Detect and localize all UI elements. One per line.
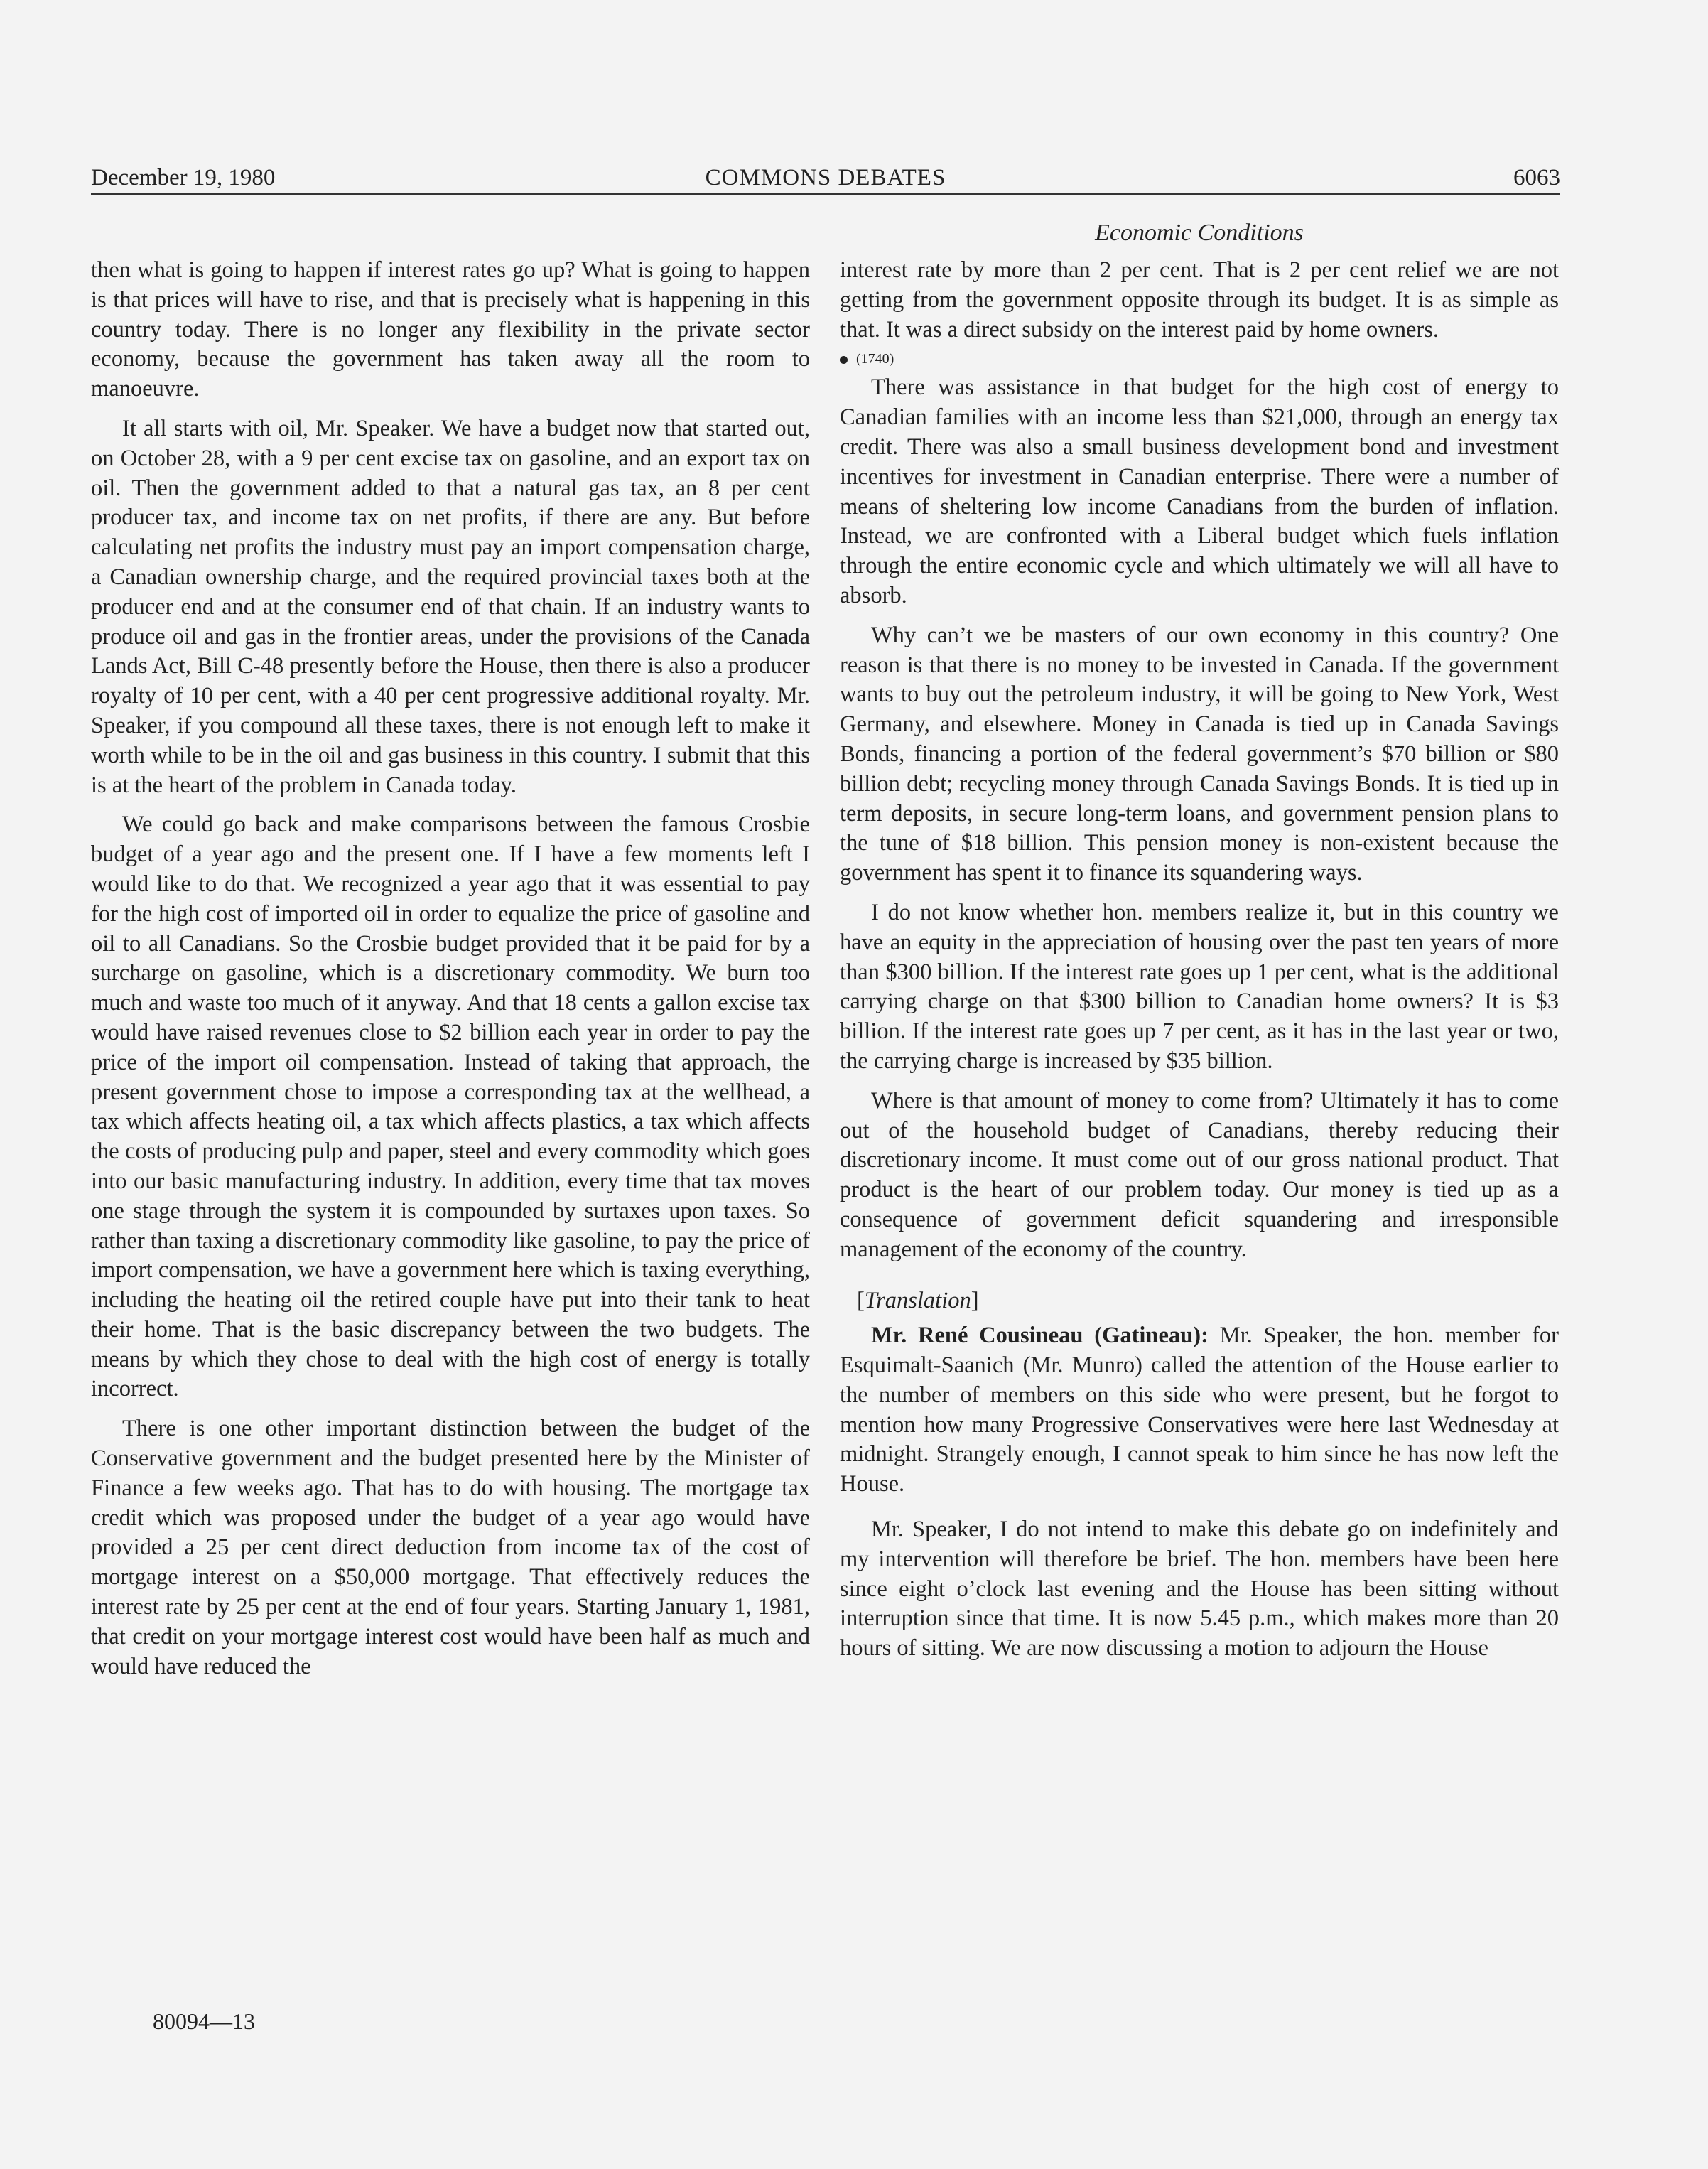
page-header [91, 162, 1560, 195]
right-paragraph-6 [840, 1321, 1559, 1500]
translation-label-text: Translation [864, 1287, 971, 1313]
bullet-dot-icon [840, 356, 848, 364]
right-paragraph-3: Why can’t we be masters of our own economy in this country? One reason is that there is no money to be invested in Canada. If the government wants to buy out the petroleum industry, it will be going to New York, West Germany, and elsewhere. Money in Canada is tied up in Canada Savings Bonds, financing a portion of the federal government’s $70 billion or $80 billion debt; recycling money through Canada Savings Bonds. It is tied up in term deposits, in secure long-term loans, and government pension plans to the tune of $18 billion. This pension money is non-existent because the government has spent it to finance its squandering ways. [840, 622, 1559, 886]
right-column [840, 256, 1559, 1664]
left-paragraph-2: It all starts with oil, Mr. Speaker. We have a budget now that started out, on October 28, with a 9 per cent excise tax on gasoline, and an export tax on oil. Then the government added to that a natural gas tax, an 8 per cent producer tax, and income tax on net profits, if there are any. But before calculating net profits the industry must pay an import compensation charge, a Canadian ownership charge, and the required provincial taxes both at the producer end and at the consumer end of that chain. If an industry wants to produce oil and gas in the frontier areas, under the provisions of the Canada Lands Act, Bill C-48 presently before the House, then there is also a producer royalty of 10 per cent, with a 40 per cent progressive additional royalty. Mr. Speaker, if you compound all these taxes, there is not enough left to make it worth while to be in the oil and gas business in this country. I submit that this is at the heart of the problem in Canada today. [91, 415, 810, 798]
left-column [91, 256, 810, 1681]
header-title: COMMONS DEBATES [705, 165, 946, 190]
right-paragraph-1: interest rate by more than 2 per cent. That is 2 per cent relief we are not getting from the government opposite through its budget. It is as simple as that. It was a direct subsidy on the interest paid by home owners. [840, 257, 1559, 343]
right-paragraph-4: I do not know whether hon. members realize it, but in this country we have an equity in the appreciation of housing over the past ten years of more than $300 billion. If the interest rate goes up 1 per cent, what is the additional carrying charge on that $300 billion to Canadian home owners? It is $3 billion. If the interest rate goes up 7 per cent, as it has in the last year or two, the carrying charge is increased by $35 billion. [840, 899, 1559, 1074]
left-paragraph-3: We could go back and make comparisons between the famous Crosbie budget of a year ago and the present one. If I have a few moments left I would like to do that. We recognized a year ago that it was essential to pay for the high cost of imported oil in order to equalize the price of gasoline and oil to all Canadians. So the Crosbie budget provided that it be paid for by a surcharge on gasoline, which is a discretionary commodity. We burn too much and waste too much of it anyway. And that 18 cents a gallon excise tax would have raised revenues close to $2 billion each year in order to pay the price of the import oil compensation. Instead of taking that approach, the present government chose to impose a corresponding tax at the wellhead, a tax which affects heating oil, a tax which affects plastics, a tax which affects the costs of producing pulp and paper, steel and every commodity which goes into our basic manufacturing industry. In addition, every time that tax moves one stage through the system it is compounded by surtaxes upon taxes. So rather than taxing a discretionary commodity like gasoline, to pay the price of import compensation, we have a government here which is taxing everything, including the heating oil the retired couple have put into their tank to heat their home. That is the basic discrepancy between the two budgets. The means by which they chose to deal with the high cost of energy is totally incorrect. [91, 812, 810, 1402]
timestamp-text: (1740) [856, 351, 894, 367]
left-paragraph-1: then what is going to happen if interest rates go up? What is going to happen is that prices will have to rise, and that is precisely what is happening in this country today. There is no longer any flexibility in the private sector economy, because the government has taken away all the room to manoeuvre. [91, 257, 810, 402]
right-paragraph-2: There was assistance in that budget for the high cost of energy to Canadian families with an income less than $21,000, through an energy tax credit. There was also a small business development bond and investment incentives for investment in Canadian enterprise. There were a number of means of sheltering low income Canadians from the burden of inflation. Instead, we are confronted with a Liberal budget which fuels inflation through the entire economic cycle and which ultimately we will all have to absorb. [840, 375, 1559, 608]
left-paragraph-4: There is one other important distinction between the budget of the Conservative government and the budget presented here by the Minister of Finance a few weeks ago. That has to do with housing. The mortgage tax credit which was proposed under the budget of a year ago would have provided a 25 per cent direct deduction from income tax of the cost of mortgage interest on a $50,000 mortgage. That effectively reduces the interest rate by 25 per cent at the end of four years. Starting January 1, 1981, that credit on your mortgage interest cost would have been half as much and would have reduced the [91, 1416, 810, 1679]
right-paragraph-7: Mr. Speaker, I do not intend to make this debate go on indefinitely and my intervention will therefore be brief. The hon. members have been here since eight o’clock last evening and the House has been sitting without interruption since that time. It is now 5.45 p.m., which makes more than 20 hours of sitting. We are now discussing a motion to adjourn the House [840, 1517, 1559, 1662]
header-page-number: 6063 [1513, 165, 1560, 190]
header-date: December 19, 1980 [91, 165, 276, 190]
speaker-name: Mr. René Cousineau (Gatineau): [871, 1323, 1209, 1349]
timestamp-marker [840, 345, 1559, 373]
footer-code: 80094—13 [153, 2008, 255, 2034]
translation-label: [Translation] [857, 1287, 979, 1313]
section-title: Economic Conditions [1095, 220, 1304, 246]
speaker-text: Mr. Speaker, the hon. member for Esquimalt-Saanich (Mr. Munro) called the attention of the House earlier to the number of members on this side who were present, but he forgot to mention how many Progressive Conservatives were here last Wednesday at midnight. Strangely enough, I cannot speak to him since he has now left the House. [840, 1323, 1559, 1497]
right-paragraph-5: Where is that amount of money to come from? Ultimately it has to come out of the household budget of Canadians, thereby reducing their discretionary income. It must come out of our gross national product. That product is the heart of our problem today. Our money is tied up as a consequence of government deficit squandering and irresponsible management of the economy of the country. [840, 1087, 1559, 1262]
